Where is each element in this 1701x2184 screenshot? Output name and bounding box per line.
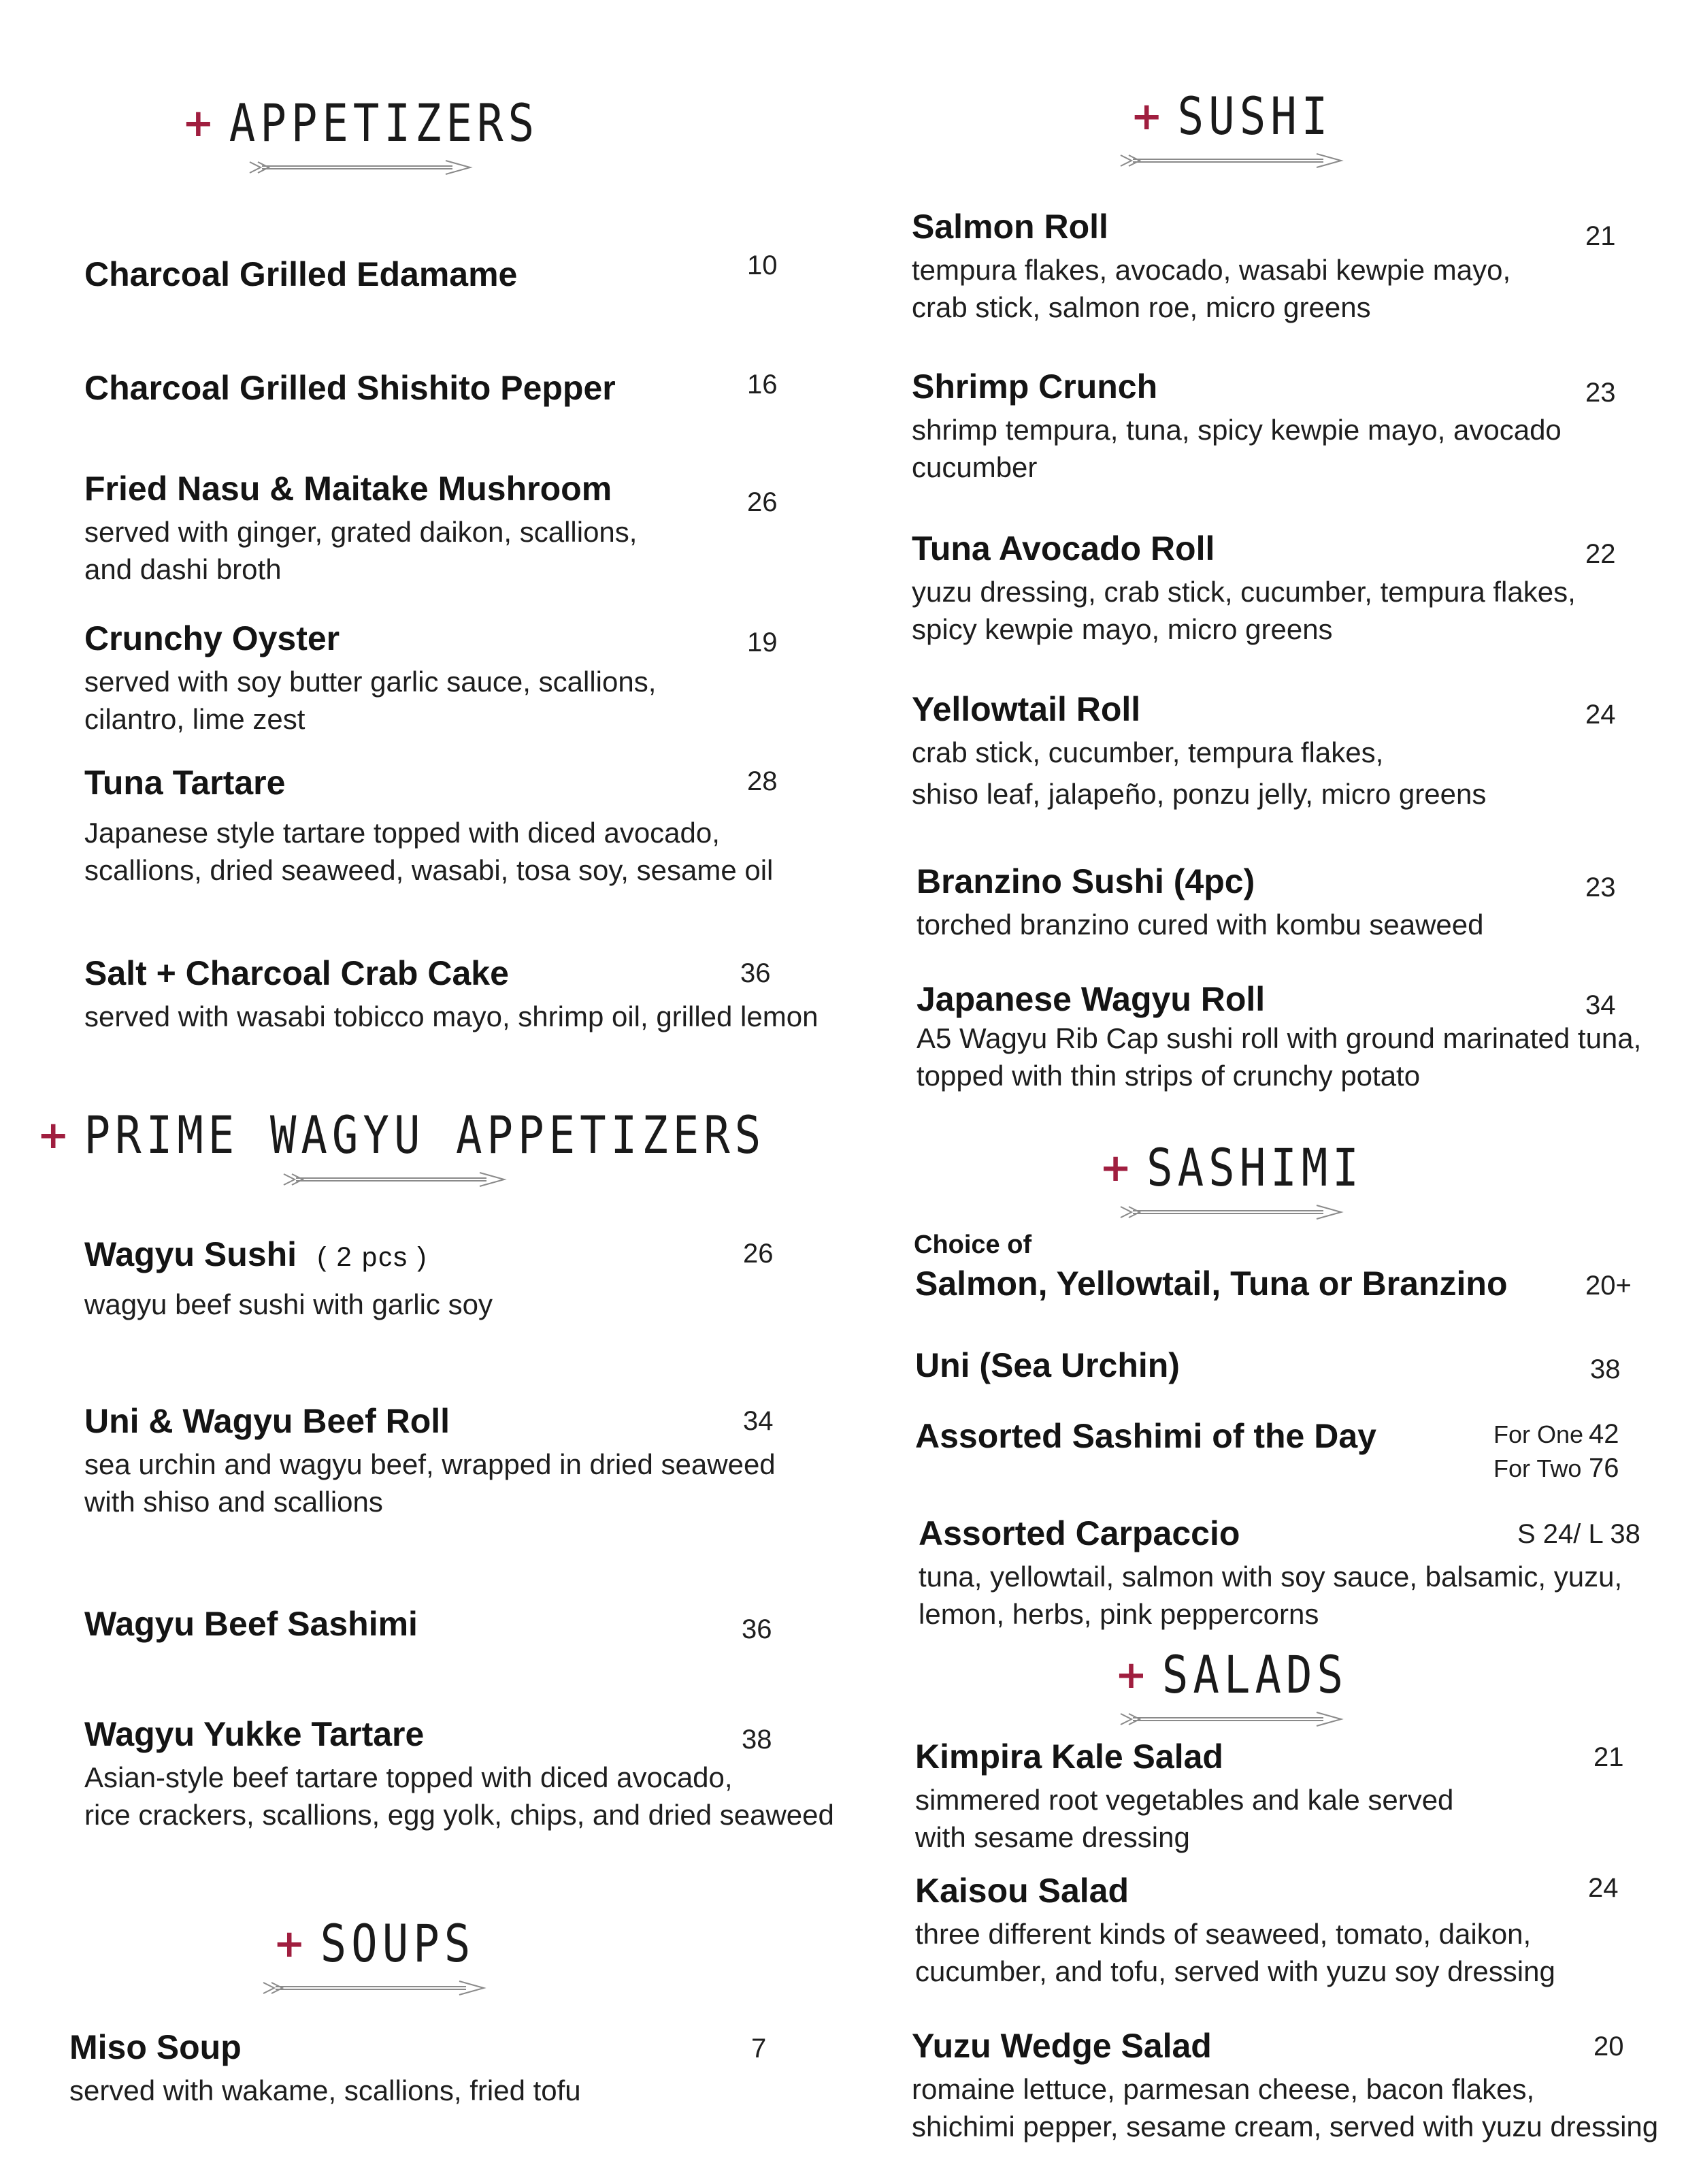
item-description: shiso leaf, jalapeño, ponzu jelly, micro greens xyxy=(912,777,1487,810)
item-description: sea urchin and wagyu beef, wrapped in dried seaweed xyxy=(84,1448,776,1480)
item-price: 26 xyxy=(743,1239,774,1269)
menu-item xyxy=(915,1872,1555,1990)
item-description: yuzu dressing, crab stick, cucumber, tempura flakes, xyxy=(912,575,1576,608)
menu-item xyxy=(69,2028,581,2109)
item-name: Kaisou Salad xyxy=(915,1872,1129,1910)
item-description: topped with thin strips of crunchy potato xyxy=(916,1059,1421,1092)
item-description: served with wakame, scallions, fried tofu xyxy=(69,2074,581,2106)
item-price: 23 xyxy=(1585,873,1616,902)
item-description: crab stick, salmon roe, micro greens xyxy=(912,291,1371,323)
menu-item xyxy=(84,470,637,588)
item-name: Assorted Sashimi of the Day xyxy=(915,1417,1376,1455)
item-name: Japanese Wagyu Roll xyxy=(916,980,1266,1018)
item-name: Yuzu Wedge Salad xyxy=(912,2027,1212,2065)
arrow-divider-icon xyxy=(262,1974,486,2002)
item-name: Uni (Sea Urchin) xyxy=(915,1346,1180,1384)
item-price: 20 xyxy=(1593,2032,1624,2061)
item-quantity: ( 2 pcs ) xyxy=(317,1242,428,1272)
item-description: cilantro, lime zest xyxy=(84,702,305,735)
item-description: cucumber, and tofu, served with yuzu soy dressing xyxy=(915,1955,1555,1987)
section-title: SASHIMI xyxy=(1146,1139,1364,1199)
menu-item xyxy=(916,980,1641,1094)
menu-item xyxy=(912,690,1486,813)
plus-icon: + xyxy=(1130,95,1163,139)
plus-icon: + xyxy=(273,1922,305,1966)
section-header-soups xyxy=(204,1914,544,2002)
item-name: Kimpira Kale Salad xyxy=(915,1738,1223,1776)
price-label: For One xyxy=(1493,1420,1584,1448)
menu-item xyxy=(84,255,517,295)
item-description: rice crackers, scallions, egg yolk, chips, and dried seaweed xyxy=(84,1798,834,1831)
item-name: Uni & Wagyu Beef Roll xyxy=(84,1402,450,1440)
item-name: Salt + Charcoal Crab Cake xyxy=(84,954,509,992)
item-price: 26 xyxy=(747,487,778,517)
item-description: and dashi broth xyxy=(84,553,282,585)
arrow-divider-icon xyxy=(1119,1199,1344,1226)
item-name: Assorted Carpaccio xyxy=(919,1514,1240,1552)
plus-icon: + xyxy=(1114,1653,1147,1697)
menu-item xyxy=(84,369,616,408)
menu-item xyxy=(84,1402,776,1520)
item-description: crab stick, cucumber, tempura flakes, xyxy=(912,736,1384,768)
item-price: 21 xyxy=(1593,1742,1624,1772)
section-header-wagyu xyxy=(37,1106,766,1193)
item-name-text: Wagyu Sushi xyxy=(84,1235,297,1273)
plus-icon: + xyxy=(182,101,214,146)
section-header-sashimi xyxy=(1061,1139,1402,1226)
item-description: Asian-style beef tartare topped with diced avocado, xyxy=(84,1761,733,1793)
menu-item xyxy=(915,1417,1376,1456)
item-price: 23 xyxy=(1585,378,1616,408)
item-description: A5 Wagyu Rib Cap sushi roll with ground marinated tuna, xyxy=(916,1022,1642,1054)
item-description: lemon, herbs, pink peppercorns xyxy=(919,1597,1319,1630)
item-name: Fried Nasu & Maitake Mushroom xyxy=(84,470,612,508)
item-description: shichimi pepper, sesame cream, served with yuzu dressing xyxy=(912,2110,1659,2142)
item-name: Shrimp Crunch xyxy=(912,368,1158,406)
item-price: 36 xyxy=(742,1614,772,1644)
section-title: PRIME WAGYU APPETIZERS xyxy=(84,1106,766,1166)
item-price: 16 xyxy=(747,370,778,400)
arrow-divider-icon xyxy=(248,154,473,181)
item-price: 38 xyxy=(742,1725,772,1755)
section-title: SALADS xyxy=(1161,1646,1349,1706)
item-price: 34 xyxy=(743,1406,774,1436)
menu-item xyxy=(912,208,1510,326)
item-price: 10 xyxy=(747,250,778,280)
item-name: Salmon Roll xyxy=(912,208,1108,246)
item-description: torched branzino cured with kombu seaweed xyxy=(916,908,1484,941)
item-name: Tuna Tartare xyxy=(84,764,286,802)
arrow-divider-icon xyxy=(282,1166,507,1193)
section-header-sushi xyxy=(1061,87,1402,174)
plus-icon: + xyxy=(37,1113,69,1158)
item-name: Wagyu Yukke Tartare xyxy=(84,1715,425,1753)
menu-item xyxy=(84,764,773,889)
item-name: Charcoal Grilled Edamame xyxy=(84,255,518,293)
item-price: 42 xyxy=(1589,1419,1619,1449)
item-price: S 24/ L 38 xyxy=(1517,1519,1640,1549)
item-price: 24 xyxy=(1585,700,1616,730)
section-title: SOUPS xyxy=(320,1914,476,1974)
price-for-two xyxy=(1493,1453,1619,1484)
menu-item xyxy=(84,1605,418,1644)
menu-item xyxy=(915,1346,1180,1386)
item-name: Crunchy Oyster xyxy=(84,619,340,657)
item-description: simmered root vegetables and kale served xyxy=(915,1783,1454,1816)
item-price: 24 xyxy=(1588,1873,1619,1903)
price-label: For Two xyxy=(1493,1454,1582,1482)
item-name: Branzino Sushi (4pc) xyxy=(916,862,1255,900)
menu-item xyxy=(84,1715,834,1833)
item-description: three different kinds of seaweed, tomato, daikon, xyxy=(915,1917,1532,1950)
section-header-salads xyxy=(1061,1646,1402,1733)
item-description: with sesame dressing xyxy=(915,1821,1190,1853)
item-description: wagyu beef sushi with garlic soy xyxy=(84,1288,493,1320)
menu-item xyxy=(912,368,1562,486)
item-description: served with soy butter garlic sauce, scallions, xyxy=(84,665,657,698)
item-description: tuna, yellowtail, salmon with soy sauce, balsamic, yuzu, xyxy=(919,1560,1623,1593)
item-description: scallions, dried seaweed, wasabi, tosa soy, sesame oil xyxy=(84,853,774,886)
item-description: cucumber xyxy=(912,451,1038,483)
item-description: tempura flakes, avocado, wasabi kewpie mayo, xyxy=(912,253,1511,286)
choice-label: Choice of xyxy=(914,1230,1032,1259)
section-header-appetizers xyxy=(156,94,565,181)
item-price: 20+ xyxy=(1585,1271,1632,1301)
item-name: Yellowtail Roll xyxy=(912,690,1141,728)
item-description: spicy kewpie mayo, micro greens xyxy=(912,613,1333,645)
item-name: Wagyu Beef Sashimi xyxy=(84,1605,418,1643)
item-name: Miso Soup xyxy=(69,2028,242,2066)
item-price: 36 xyxy=(740,958,771,988)
menu-item xyxy=(84,619,656,738)
price-for-one xyxy=(1493,1419,1619,1450)
arrow-divider-icon xyxy=(1119,1706,1344,1733)
item-price: 22 xyxy=(1585,539,1616,569)
item-description: served with wasabi tobicco mayo, shrimp oil, grilled lemon xyxy=(84,1000,819,1032)
item-name: Salmon, Yellowtail, Tuna or Branzino xyxy=(915,1265,1508,1303)
menu-item xyxy=(912,2027,1658,2145)
menu-item xyxy=(84,1235,493,1323)
item-description: shrimp tempura, tuna, spicy kewpie mayo, avocado xyxy=(912,413,1562,446)
item-price: 34 xyxy=(1585,990,1616,1020)
menu-item xyxy=(915,1265,1508,1304)
item-price: 19 xyxy=(747,628,778,657)
section-title: SUSHI xyxy=(1177,87,1333,147)
item-price: 21 xyxy=(1585,221,1616,251)
arrow-divider-icon xyxy=(1119,147,1344,174)
item-description: Japanese style tartare topped with diced avocado, xyxy=(84,816,720,849)
item-name: Tuna Avocado Roll xyxy=(912,529,1215,568)
item-price: 38 xyxy=(1590,1354,1621,1384)
item-description: romaine lettuce, parmesan cheese, bacon flakes, xyxy=(912,2072,1535,2105)
item-price: 76 xyxy=(1589,1453,1619,1483)
item-description: with shiso and scallions xyxy=(84,1485,383,1518)
item-price: 7 xyxy=(751,2034,767,2064)
item-name xyxy=(84,1235,493,1275)
item-name: Charcoal Grilled Shishito Pepper xyxy=(84,369,616,407)
item-price: 28 xyxy=(747,766,778,796)
menu-item xyxy=(912,529,1576,648)
menu-item xyxy=(84,954,818,1035)
section-title: APPETIZERS xyxy=(229,94,540,154)
menu-item xyxy=(915,1738,1453,1856)
menu-item xyxy=(916,862,1483,943)
item-description: served with ginger, grated daikon, scallions, xyxy=(84,515,638,548)
plus-icon: + xyxy=(1100,1146,1132,1190)
